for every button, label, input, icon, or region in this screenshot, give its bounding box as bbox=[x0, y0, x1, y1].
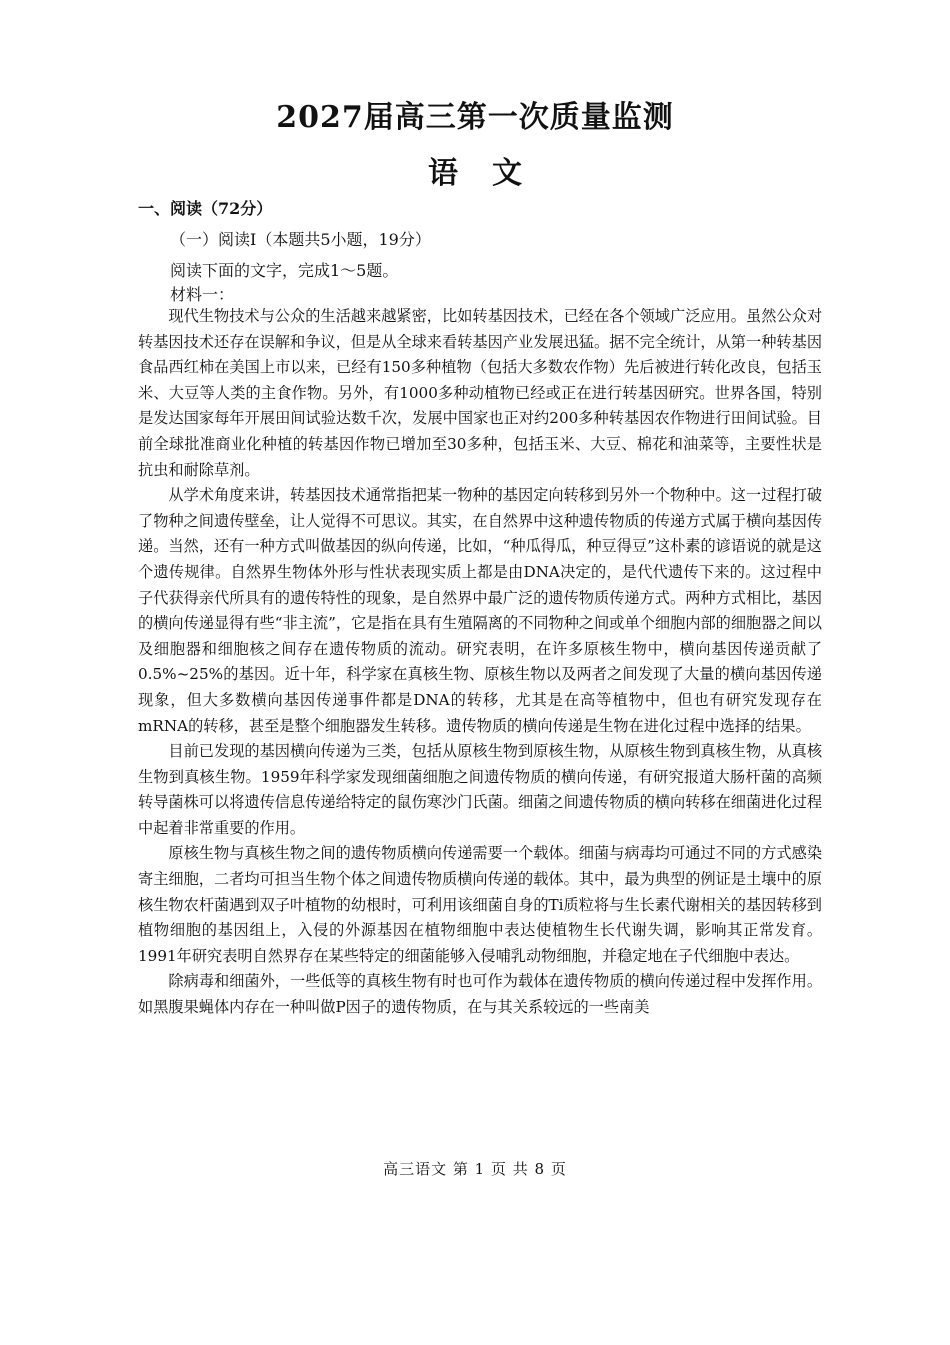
passage-paragraph-4: 原核生物与真核生物之间的遗传物质横向传递需要一个载体。细菌与病毒均可通过不同的方式感染寄主细胞，二者均可担当生物个体之间遗传物质横向传递的载体。其中，最为典型的例证是土壤中的原核生物农杆菌遇到双子叶植物的幼根时，可利用该细菌自身的Ti质粒将与生长素代谢相关的基因转移到植物细胞的基因组上，入侵的外源基因在植物细胞中表达使植物生长代谢失调，影响其正常发育。1991年研究表明自然界存在某些特定的细菌能够入侵哺乳动物细胞，并稳定地在子代细胞中表达。 bbox=[138, 844, 822, 965]
page-footer: 高三语文 第 1 页 共 8 页 bbox=[383, 1160, 567, 1178]
passage-paragraph-5: 除病毒和细菌外，一些低等的真核生物有时也可作为载体在遗传物质的横向传递过程中发挥作用。如黑腹果蝇体内存在一种叫做P因子的遗传物质，在与其关系较远的一些南美 bbox=[138, 972, 822, 1017]
passage-paragraph-2: 从学术角度来讲，转基因技术通常指把某一物种的基因定向转移到另外一个物种中。这一过程打破了物种之间遗传壁垒，让人觉得不可思议。其实，在自然界中这种遗传物质的传递方式属于横向基因传递。当然，还有一种方式叫做基因的纵向传递，比如，“种瓜得瓜，种豆得豆”这朴素的谚语说的就是这个遗传规律。自然界生物体外形与性状表现实质上都是由DNA决定的，是代代遗传下来的。这过程中子代获得亲代所具有的遗传特性的现象，是自然界中最广泛的遗传物质传递方式。两种方式相比，基因的横向传递显得有些“非主流”，它是指在具有生殖隔离的不同物种之间或单个细胞内部的细胞器之间以及细胞器和细胞核之间存在遗传物质的流动。研究表明，在许多原核生物中，横向基因传递贡献了0.5%~25%的基因。近十年，科学家在真核生物、原核生物以及两者之间发现了大量的横向基因传递现象，但大多数横向基因传递事件都是DNA的转移，尤其是在高等植物中，但也有研究发现存在mRNA的转移，甚至是整个细胞器发生转移。遗传物质的横向传递是生物在进化过程中选择的结果。 bbox=[138, 486, 822, 735]
subject-title: 语文 bbox=[428, 156, 556, 191]
material-label: 材料一： bbox=[170, 285, 235, 304]
exam-title: 2027届高三第一次质量监测 bbox=[276, 100, 674, 135]
section-heading: 一、阅读（72分） bbox=[138, 199, 273, 218]
subsection-heading: （一）阅读Ⅰ（本题共5小题，19分） bbox=[170, 230, 431, 249]
reading-instruction: 阅读下面的文字，完成1～5题。 bbox=[170, 261, 399, 280]
passage-paragraph-3: 目前已发现的基因横向传递为三类，包括从原核生物到原核生物，从原核生物到真核生物，从真核生物到真核生物。1959年科学家发现细菌细胞之间遗传物质的横向传递，有研究报道大肠杆菌的高频转导菌株可以将遗传信息传递给特定的鼠伤寒沙门氏菌。细菌之间遗传物质的横向转移在细菌进化过程中起着非常重要的作用。 bbox=[138, 742, 822, 837]
passage-paragraph-1: 现代生物技术与公众的生活越来越紧密，比如转基因技术，已经在各个领域广泛应用。虽然公众对转基因技术还存在误解和争议，但是从全球来看转基因产业发展迅猛。据不完全统计，从第一种转基因食品西红柿在美国上市以来，已经有150多种植物（包括大多数农作物）先后被进行转化改良，包括玉米、大豆等人类的主食作物。另外，有1000多种动植物已经或正在进行转基因研究。世界各国，特别是发达国家每年开展田间试验达数千次，发展中国家也正对约200多种转基因农作物进行田间试验。目前全球批准商业化种植的转基因作物已增加至30多种，包括玉米、大豆、棉花和油菜等，主要性状是抗虫和耐除草剂。 bbox=[138, 307, 822, 479]
passage-body bbox=[138, 304, 822, 1021]
